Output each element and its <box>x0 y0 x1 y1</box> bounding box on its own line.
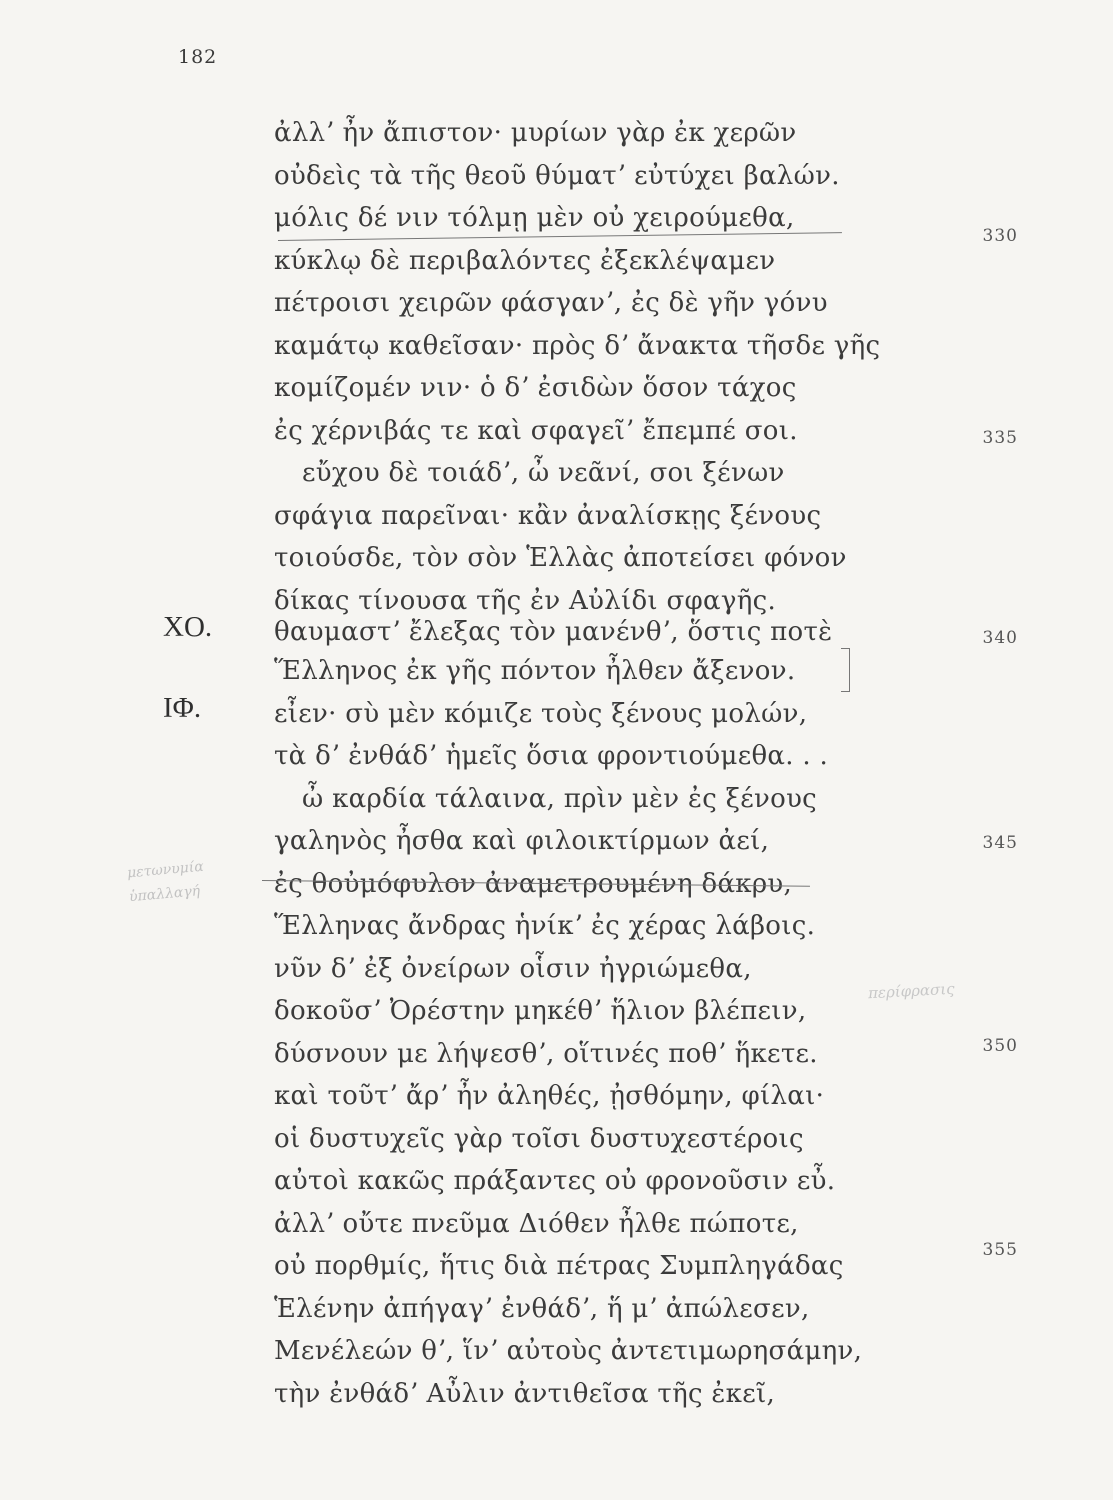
verse-line: τὴν ἐνθάδʼ Αὖλιν ἀντιθεῖσα τῆς ἐκεῖ, <box>274 1379 776 1409</box>
verse-line: οὐ πορθμίς, ἥτις διὰ πέτρας Συμπληγάδας <box>274 1251 844 1281</box>
verse-line: δίκας τίνουσα τῆς ἐν Αὐλίδι σφαγῆς. <box>274 586 777 616</box>
verse-line: σφάγια παρεῖναι· κἂν ἀναλίσκῃς ξένους <box>274 501 822 531</box>
line-number: 350 <box>982 1036 1018 1056</box>
verse-line: καὶ τοῦτʼ ἄρʼ ἦν ἀληθές, ᾐσθόμην, φίλαι· <box>274 1081 825 1111</box>
margin-note-line: ὑπαλλαγή <box>128 883 201 906</box>
verse-line: γαληνὸς ἦσθα καὶ φιλοικτίρμων ἀεί, <box>274 826 770 856</box>
verse-line: οὐδεὶς τὰ τῆς θεοῦ θύματʼ εὐτύχει βαλών. <box>274 161 840 191</box>
verse-line: νῦν δʼ ἐξ ὀνείρων οἷσιν ἠγριώμεθα, <box>274 954 752 984</box>
verse-line: ἐς χέρνιβάς τε καὶ σφαγεῖʼ ἔπεμπέ σοι. <box>274 416 798 446</box>
verse-line: πέτροισι χειρῶν φάσγανʼ, ἐς δὲ γῆν γόνυ <box>274 288 828 318</box>
verse-line: εὔχου δὲ τοιάδʼ, ὦ νεᾶνί, σοι ξένων <box>302 458 785 488</box>
verse-line: ὦ καρδία τάλαινα, πρὶν μὲν ἐς ξένους <box>302 784 818 814</box>
verse-line: ἀλλʼ οὔτε πνεῦμα Διόθεν ἦλθε πώποτε, <box>274 1209 799 1239</box>
verse-line: τοιούσδε, τὸν σὸν Ἑλλὰς ἀποτείσει φόνον <box>274 543 847 573</box>
verse-line: δύσνουν με λήψεσθʼ, οἵτινές ποθʼ ἥκετε. <box>274 1039 818 1069</box>
speaker-label-iphigenia: ΙΦ. <box>163 692 202 724</box>
verse-line: μόλις δέ νιν τόλμῃ μὲν οὐ χειρούμεθα, <box>274 203 795 233</box>
speaker-label-chorus: ΧΟ. <box>163 611 213 643</box>
verse-line: καμάτῳ καθεῖσαν· πρὸς δʼ ἄνακτα τῆσδε γῆς <box>274 331 881 361</box>
verse-line: Ἕλληνας ἄνδρας ἡνίκʼ ἐς χέρας λάβοις. <box>274 911 816 941</box>
verse-line: θαυμαστʼ ἔλεξας τὸν μανένθʼ, ὅστις ποτὲ <box>274 617 833 647</box>
margin-note-right: περίφρασις <box>867 979 956 1003</box>
page-number: 182 <box>178 46 218 68</box>
line-number: 330 <box>982 226 1018 246</box>
line-number: 340 <box>982 628 1018 648</box>
pencil-bracket <box>841 648 850 692</box>
verse-line: κομίζομέν νιν· ὁ δʼ ἐσιδὼν ὅσον τάχος <box>274 373 797 403</box>
verse-line: αὐτοὶ κακῶς πράξαντες οὐ φρονοῦσιν εὖ. <box>274 1166 836 1196</box>
line-number: 345 <box>982 833 1018 853</box>
verse-line: εἶεν· σὺ μὲν κόμιζε τοὺς ξένους μολών, <box>274 699 808 729</box>
verse-line: ἀλλʼ ἦν ἄπιστον· μυρίων γὰρ ἐκ χερῶν <box>274 118 797 148</box>
line-number: 355 <box>982 1240 1018 1260</box>
verse-line: Μενέλεών θʼ, ἵνʼ αὐτοὺς ἀντετιμωρησάμην, <box>274 1336 863 1366</box>
verse-line: κύκλῳ δὲ περιβαλόντες ἐξεκλέψαμεν <box>274 246 776 276</box>
verse-line: οἱ δυστυχεῖς γὰρ τοῖσι δυστυχεστέροις <box>274 1124 804 1154</box>
verse-line: δοκοῦσʼ Ὀρέστην μηκέθʼ ἥλιον βλέπειν, <box>274 996 807 1026</box>
verse-line: ἐς θοὐμόφυλον ἀναμετρουμένη δάκρυ, <box>274 869 793 899</box>
margin-note-left <box>126 855 207 910</box>
margin-note-line: μετωνυμία <box>126 858 205 882</box>
verse-line: τὰ δʼ ἐνθάδʼ ἡμεῖς ὅσια φροντιούμεθα. . . <box>274 741 829 771</box>
verse-line: Ἕλληνος ἐκ γῆς πόντον ἦλθεν ἄξενον. <box>274 656 796 686</box>
verse-line: Ἑλένην ἀπήγαγʼ ἐνθάδʼ, ἥ μʼ ἀπώλεσεν, <box>274 1294 810 1324</box>
line-number: 335 <box>982 428 1018 448</box>
